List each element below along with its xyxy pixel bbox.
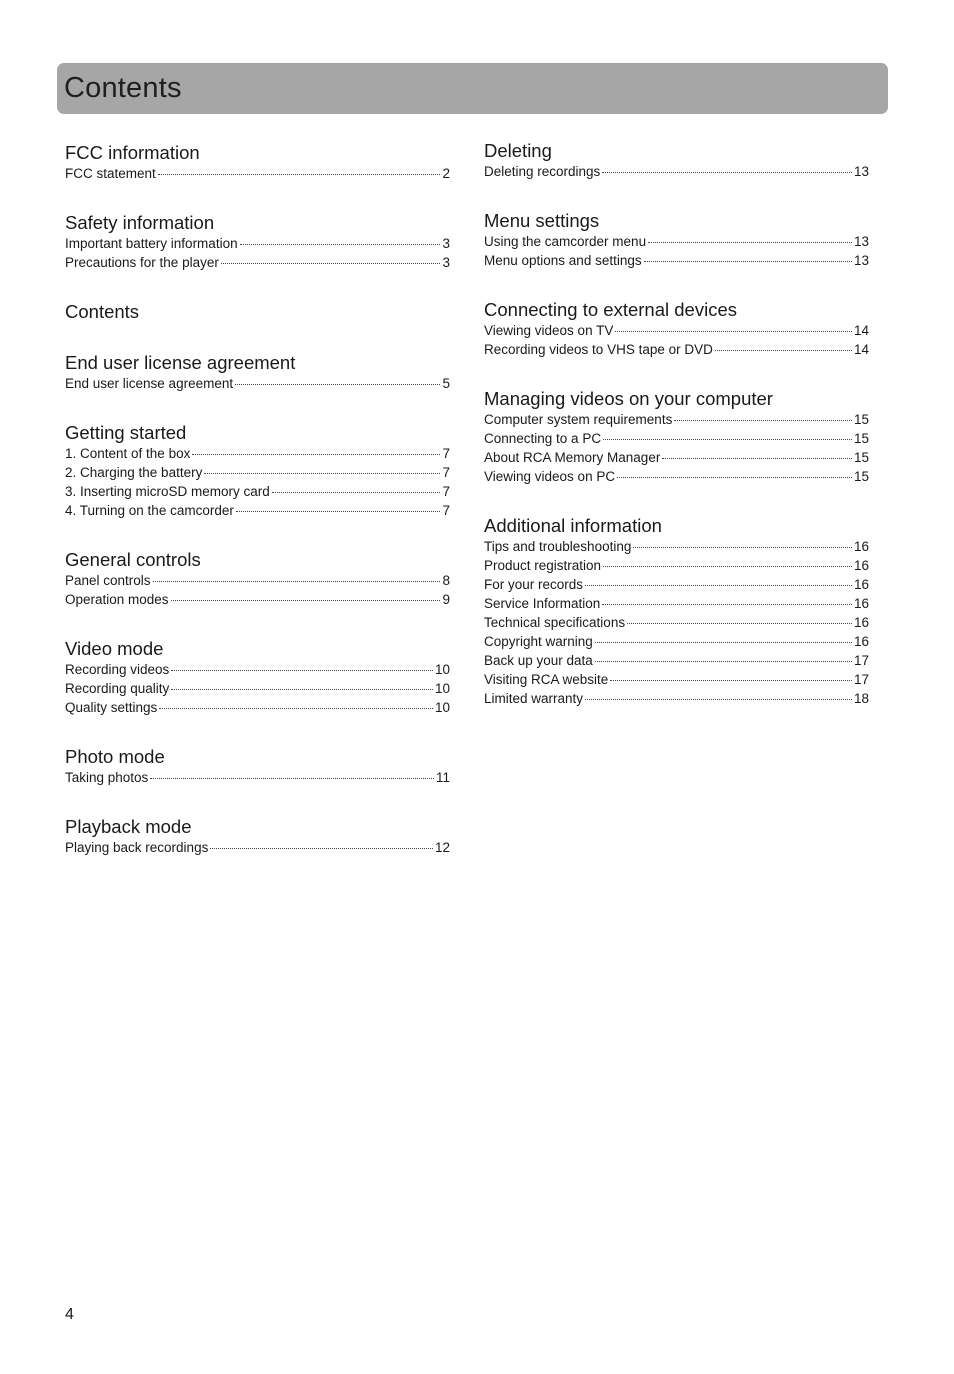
- toc-entry[interactable]: [484, 429, 869, 448]
- entry-page-number: 12: [434, 840, 450, 855]
- entry-page-number: 11: [435, 770, 450, 785]
- toc-entry[interactable]: [484, 670, 869, 689]
- entry-label: Precautions for the player: [65, 255, 219, 270]
- entry-label: For your records: [484, 577, 584, 592]
- toc-entry[interactable]: [484, 575, 869, 594]
- section-heading: Contents: [65, 301, 140, 322]
- dot-leader: [648, 241, 852, 243]
- toc-entry[interactable]: [65, 444, 450, 463]
- entry-page-number: 10: [434, 700, 450, 715]
- toc-entry[interactable]: [484, 448, 869, 467]
- entry-page-number: 13: [853, 164, 869, 179]
- entry-label: About RCA Memory Manager: [484, 450, 661, 465]
- entry-page-number: 3: [442, 255, 450, 270]
- toc-left-column: [65, 142, 450, 886]
- toc-entry[interactable]: [65, 768, 450, 787]
- dot-leader: [602, 171, 852, 173]
- toc-entry[interactable]: [484, 321, 869, 340]
- dot-leader: [221, 262, 441, 264]
- entry-page-number: 10: [434, 662, 450, 677]
- dot-leader: [171, 599, 441, 601]
- entry-label: Deleting recordings: [484, 164, 601, 179]
- entry-page-number: 14: [853, 323, 869, 338]
- toc-entry[interactable]: [65, 374, 450, 393]
- toc-section: [65, 142, 450, 183]
- toc-entry[interactable]: [484, 651, 869, 670]
- toc-entry[interactable]: [65, 463, 450, 482]
- toc-section: [65, 816, 450, 857]
- toc-section: [484, 140, 869, 181]
- entry-label: Operation modes: [65, 592, 169, 607]
- entry-label: Panel controls: [65, 573, 151, 588]
- entry-label: Visiting RCA website: [484, 672, 609, 687]
- dot-leader: [610, 679, 852, 681]
- toc-entry[interactable]: [484, 689, 869, 708]
- entry-label: Viewing videos on TV: [484, 323, 614, 338]
- dot-leader: [644, 260, 852, 262]
- entry-page-number: 16: [853, 615, 869, 630]
- entry-label: FCC statement: [65, 166, 156, 181]
- contents-header-bar: [57, 63, 888, 114]
- dot-leader: [585, 584, 852, 586]
- dot-leader: [617, 476, 852, 478]
- dot-leader: [171, 688, 433, 690]
- entry-label: 3. Inserting microSD memory card: [65, 484, 270, 499]
- toc-section: [484, 299, 869, 359]
- entry-label: Limited warranty: [484, 691, 584, 706]
- entry-label: Recording videos: [65, 662, 170, 677]
- entry-page-number: 15: [853, 412, 869, 427]
- dot-leader: [192, 453, 440, 455]
- entry-label: Service Information: [484, 596, 601, 611]
- toc-entry[interactable]: [484, 556, 869, 575]
- entry-label: Back up your data: [484, 653, 593, 668]
- toc-entry[interactable]: [484, 410, 869, 429]
- toc-section: [65, 549, 450, 609]
- entry-label: Important battery information: [65, 236, 238, 251]
- dot-leader: [602, 603, 852, 605]
- dot-leader: [595, 660, 852, 662]
- toc-entry[interactable]: [65, 482, 450, 501]
- toc-entry[interactable]: [65, 253, 450, 272]
- entry-label: Copyright warning: [484, 634, 593, 649]
- section-heading: Deleting: [484, 140, 552, 161]
- entry-page-number: 3: [442, 236, 450, 251]
- toc-section: [65, 746, 450, 787]
- dot-leader: [240, 243, 441, 245]
- entry-label: Technical specifications: [484, 615, 626, 630]
- entry-label: Using the camcorder menu: [484, 234, 647, 249]
- toc-entry[interactable]: [484, 162, 869, 181]
- section-heading: End user license agreement: [65, 352, 296, 373]
- toc-section: [65, 212, 450, 272]
- section-heading: Connecting to external devices: [484, 299, 737, 320]
- section-heading: Video mode: [65, 638, 164, 659]
- entry-page-number: 15: [853, 450, 869, 465]
- entry-label: Recording quality: [65, 681, 170, 696]
- dot-leader: [615, 330, 852, 332]
- dot-leader: [153, 580, 441, 582]
- entry-page-number: 8: [442, 573, 450, 588]
- entry-page-number: 17: [853, 672, 869, 687]
- dot-leader: [662, 457, 852, 459]
- dot-leader: [603, 565, 852, 567]
- dot-leader: [633, 546, 852, 548]
- toc-entry[interactable]: [65, 679, 450, 698]
- entry-page-number: 5: [442, 376, 450, 391]
- entry-page-number: 14: [853, 342, 869, 357]
- dot-leader: [158, 173, 441, 175]
- section-heading: Menu settings: [484, 210, 600, 231]
- entry-page-number: 7: [442, 484, 450, 499]
- entry-page-number: 15: [853, 469, 869, 484]
- entry-page-number: 9: [442, 592, 450, 607]
- entry-label: End user license agreement: [65, 376, 234, 391]
- section-heading: Getting started: [65, 422, 187, 443]
- toc-entry[interactable]: [65, 660, 450, 679]
- dot-leader: [595, 641, 852, 643]
- dot-leader: [715, 349, 852, 351]
- entry-label: Computer system requirements: [484, 412, 673, 427]
- entry-label: Product registration: [484, 558, 602, 573]
- entry-page-number: 16: [853, 558, 869, 573]
- entry-label: 1. Content of the box: [65, 446, 191, 461]
- page-title: Contents: [64, 72, 182, 104]
- entry-page-number: 13: [853, 234, 869, 249]
- entry-label: Tips and troubleshooting: [484, 539, 632, 554]
- section-heading: General controls: [65, 549, 201, 570]
- dot-leader: [627, 622, 852, 624]
- toc-entry[interactable]: [65, 571, 450, 590]
- dot-leader: [210, 847, 433, 849]
- toc-entry[interactable]: [65, 501, 450, 520]
- dot-leader: [150, 777, 434, 779]
- entry-page-number: 10: [434, 681, 450, 696]
- toc-entry[interactable]: [484, 613, 869, 632]
- entry-page-number: 7: [442, 503, 450, 518]
- toc-entry[interactable]: [484, 537, 869, 556]
- entry-page-number: 18: [853, 691, 869, 706]
- entry-page-number: 7: [442, 446, 450, 461]
- toc-section: [65, 638, 450, 717]
- page-number: 4: [65, 1306, 74, 1323]
- entry-page-number: 16: [853, 539, 869, 554]
- toc-entry[interactable]: [484, 232, 869, 251]
- dot-leader: [603, 438, 852, 440]
- entry-page-number: 13: [853, 253, 869, 268]
- entry-page-number: 16: [853, 634, 869, 649]
- toc-entry[interactable]: [484, 251, 869, 270]
- toc-right-column: [484, 140, 869, 737]
- dot-leader: [204, 472, 440, 474]
- dot-leader: [272, 491, 441, 493]
- toc-entry[interactable]: [484, 467, 869, 486]
- entry-page-number: 16: [853, 577, 869, 592]
- section-heading: FCC information: [65, 142, 200, 163]
- toc-entry[interactable]: [484, 340, 869, 359]
- toc-section: [484, 388, 869, 486]
- dot-leader: [159, 707, 433, 709]
- entry-label: 4. Turning on the camcorder: [65, 503, 234, 518]
- toc-entry[interactable]: [65, 698, 450, 717]
- toc-section: [484, 210, 869, 270]
- entry-page-number: 15: [853, 431, 869, 446]
- entry-label: 2. Charging the battery: [65, 465, 203, 480]
- entry-label: Playing back recordings: [65, 840, 209, 855]
- toc-section: [484, 515, 869, 708]
- entry-label: Quality settings: [65, 700, 158, 715]
- entry-page-number: 2: [442, 166, 450, 181]
- toc-section: [65, 422, 450, 520]
- toc-section: [65, 352, 450, 393]
- entry-page-number: 16: [853, 596, 869, 611]
- toc-entry[interactable]: [484, 632, 869, 651]
- toc-entry[interactable]: [65, 164, 450, 183]
- section-heading: Photo mode: [65, 746, 165, 767]
- toc-entry[interactable]: [65, 234, 450, 253]
- toc-entry[interactable]: [65, 590, 450, 609]
- entry-label: Menu options and settings: [484, 253, 642, 268]
- entry-page-number: 7: [442, 465, 450, 480]
- section-heading: Managing videos on your computer: [484, 388, 773, 409]
- dot-leader: [585, 698, 852, 700]
- section-heading: Additional information: [484, 515, 662, 536]
- section-heading: Playback mode: [65, 816, 192, 837]
- dot-leader: [171, 669, 433, 671]
- toc-entry[interactable]: [65, 838, 450, 857]
- entry-label: Viewing videos on PC: [484, 469, 616, 484]
- section-heading: Safety information: [65, 212, 215, 233]
- dot-leader: [235, 383, 440, 385]
- dot-leader: [674, 419, 852, 421]
- entry-page-number: 17: [853, 653, 869, 668]
- entry-label: Recording videos to VHS tape or DVD: [484, 342, 713, 357]
- entry-label: Taking photos: [65, 770, 149, 785]
- toc-entry[interactable]: [484, 594, 869, 613]
- toc-section: [65, 301, 450, 323]
- entry-label: Connecting to a PC: [484, 431, 602, 446]
- dot-leader: [236, 510, 441, 512]
